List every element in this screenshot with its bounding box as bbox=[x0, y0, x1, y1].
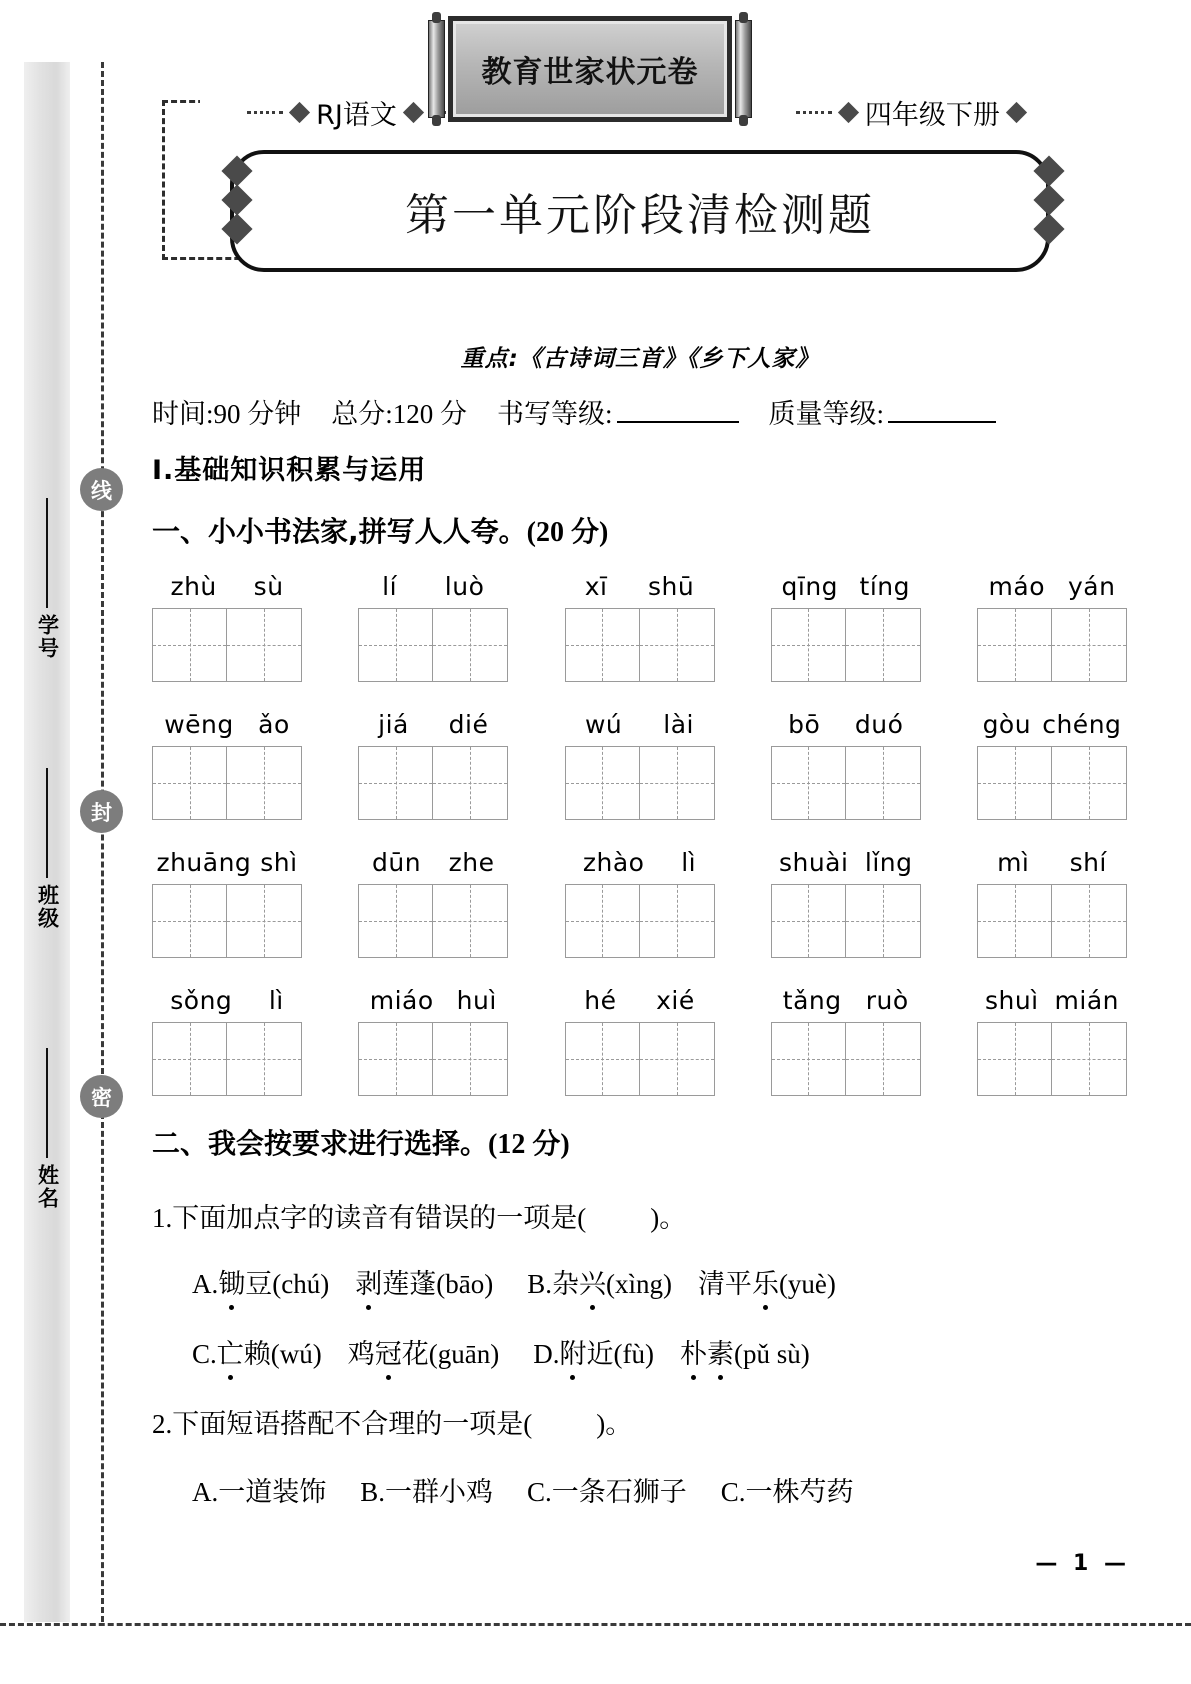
pinyin-syllable: shì bbox=[260, 848, 298, 877]
pinyin-grid-cell bbox=[565, 710, 715, 820]
tianzige-square[interactable] bbox=[978, 747, 1052, 819]
question-2-text-end: )。 bbox=[596, 1409, 633, 1439]
emphasis-dotted-character: 兴 bbox=[579, 1262, 606, 1301]
section-one-title: 一、小小书法家,拼写人人夸。 bbox=[152, 515, 527, 548]
question-1-number: 1. bbox=[152, 1203, 173, 1233]
writing-grade-label: 书写等级: bbox=[497, 399, 613, 429]
diamond-icon bbox=[838, 101, 859, 122]
pinyin-grid-cell bbox=[358, 986, 508, 1096]
seal-badge-line: 线 bbox=[80, 468, 123, 511]
emphasis-dotted-character: 冠 bbox=[375, 1332, 402, 1371]
tianzige-writing-box[interactable] bbox=[977, 746, 1127, 820]
pinyin-grid-cell bbox=[565, 986, 715, 1096]
option-text: 清平 bbox=[697, 1269, 752, 1299]
tianzige-square[interactable] bbox=[566, 609, 640, 681]
tianzige-square[interactable] bbox=[846, 747, 920, 819]
diamond-icon bbox=[221, 184, 252, 215]
tianzige-writing-box[interactable] bbox=[565, 1022, 715, 1096]
option-label: B. bbox=[527, 1269, 552, 1299]
tianzige-square[interactable] bbox=[846, 609, 920, 681]
pinyin-syllable: xī bbox=[584, 572, 608, 601]
pinyin-syllable: shuì bbox=[984, 986, 1039, 1015]
question-1-text-end: )。 bbox=[650, 1203, 687, 1233]
option-text: 一道装饰 bbox=[218, 1477, 327, 1507]
pinyin-syllable: shí bbox=[1069, 848, 1107, 877]
diamond-icon bbox=[221, 155, 252, 186]
option-label: A. bbox=[192, 1477, 219, 1507]
tianzige-square[interactable] bbox=[227, 1023, 301, 1095]
tianzige-square[interactable] bbox=[772, 609, 846, 681]
scroll-inner bbox=[453, 21, 727, 117]
tianzige-square[interactable] bbox=[566, 1023, 640, 1095]
seal-field-rule bbox=[46, 1048, 48, 1158]
pinyin-syllable: bō bbox=[788, 710, 821, 739]
pinyin-grid-cell bbox=[771, 986, 921, 1096]
pinyin-label bbox=[977, 848, 1127, 877]
seal-field-class bbox=[24, 700, 70, 930]
question-option[interactable] bbox=[698, 1269, 836, 1299]
question-option[interactable] bbox=[192, 1269, 329, 1299]
tianzige-writing-box[interactable] bbox=[977, 608, 1127, 682]
pinyin-grid-row bbox=[152, 848, 1127, 958]
tianzige-square[interactable] bbox=[433, 1023, 507, 1095]
title-capsule bbox=[230, 150, 1050, 272]
pinyin-syllable: wú bbox=[584, 710, 623, 739]
seal-field-student-id bbox=[24, 430, 70, 660]
tianzige-square[interactable] bbox=[846, 885, 920, 957]
emphasis-dotted-character: 朴 bbox=[680, 1332, 707, 1371]
question-option[interactable] bbox=[680, 1339, 810, 1369]
pinyin-label bbox=[152, 710, 302, 739]
pinyin-label bbox=[152, 986, 302, 1015]
scroll-knob bbox=[432, 115, 441, 126]
diamond-icon bbox=[1033, 155, 1064, 186]
header-dotted-line bbox=[796, 111, 832, 114]
emphasis-dotted-character: 素 bbox=[707, 1332, 734, 1371]
tianzige-square[interactable] bbox=[359, 1023, 433, 1095]
pinyin-grid-cell bbox=[358, 848, 508, 958]
tianzige-square[interactable] bbox=[640, 885, 714, 957]
tianzige-square[interactable] bbox=[359, 885, 433, 957]
tianzige-square[interactable] bbox=[433, 885, 507, 957]
pinyin-label bbox=[771, 986, 921, 1015]
quality-grade-blank[interactable] bbox=[888, 421, 996, 423]
time-label: 时间:90 分钟 bbox=[152, 399, 302, 429]
tianzige-square[interactable] bbox=[640, 1023, 714, 1095]
question-option[interactable] bbox=[533, 1339, 654, 1369]
pinyin-grid-cell bbox=[771, 710, 921, 820]
seal-badge-secret: 密 bbox=[80, 1075, 123, 1118]
pinyin-syllable: shuài bbox=[778, 848, 849, 877]
pinyin-syllable: zhuāng bbox=[156, 848, 252, 877]
tianzige-square[interactable] bbox=[1052, 747, 1126, 819]
tianzige-square[interactable] bbox=[978, 609, 1052, 681]
pinyin-label bbox=[771, 848, 921, 877]
question-option[interactable] bbox=[527, 1477, 687, 1507]
emphasis-dotted-character: 亡 bbox=[217, 1332, 244, 1371]
pinyin-syllable: tíng bbox=[859, 572, 910, 601]
diamond-icon bbox=[1006, 101, 1027, 122]
scroll-rod-left bbox=[428, 20, 445, 118]
option-text: 杂 bbox=[551, 1269, 579, 1299]
tianzige-square[interactable] bbox=[772, 1023, 846, 1095]
pinyin-syllable: duó bbox=[854, 710, 904, 739]
pinyin-label bbox=[358, 710, 508, 739]
diamond-icon bbox=[403, 101, 424, 122]
pinyin-syllable: zhe bbox=[448, 848, 495, 877]
tianzige-square[interactable] bbox=[433, 747, 507, 819]
pinyin-grid-cell bbox=[152, 572, 302, 682]
page-number: — 1 — bbox=[1035, 1551, 1130, 1576]
section-two-title: 二、我会按要求进行选择。 bbox=[152, 1127, 489, 1160]
question-2-options-line-1 bbox=[192, 1470, 854, 1509]
option-text: (xìng) bbox=[605, 1269, 672, 1299]
pinyin-syllable: yán bbox=[1068, 572, 1116, 601]
scroll-knob bbox=[432, 12, 441, 23]
pinyin-label bbox=[152, 848, 302, 877]
question-1-text: 下面加点字的读音有错误的一项是( bbox=[172, 1203, 587, 1233]
scroll-body bbox=[448, 16, 732, 122]
pinyin-label bbox=[565, 572, 715, 601]
tianzige-square[interactable] bbox=[359, 747, 433, 819]
pinyin-grid-row bbox=[152, 986, 1127, 1096]
tianzige-writing-box[interactable] bbox=[358, 746, 508, 820]
brand-title: 教育世家状元卷 bbox=[481, 55, 699, 90]
tianzige-square[interactable] bbox=[772, 747, 846, 819]
section-roman-one: Ⅰ.基础知识积累与运用 bbox=[152, 455, 427, 486]
pinyin-grid-cell bbox=[771, 572, 921, 682]
tianzige-writing-box[interactable] bbox=[358, 884, 508, 958]
tianzige-writing-box[interactable] bbox=[565, 608, 715, 682]
pinyin-label bbox=[358, 986, 508, 1015]
pinyin-label bbox=[771, 710, 921, 739]
tianzige-square[interactable] bbox=[1052, 885, 1126, 957]
pinyin-grid-cell bbox=[152, 710, 302, 820]
tianzige-square[interactable] bbox=[227, 747, 301, 819]
tianzige-writing-box[interactable] bbox=[152, 884, 302, 958]
pinyin-label bbox=[565, 710, 715, 739]
pinyin-syllable: ruò bbox=[865, 986, 909, 1015]
pinyin-grid-row bbox=[152, 710, 1127, 820]
pinyin-syllable: dūn bbox=[372, 848, 422, 877]
pinyin-grid-cell bbox=[565, 572, 715, 682]
section-two-heading bbox=[152, 1122, 570, 1162]
pinyin-grid-cell bbox=[152, 848, 302, 958]
pinyin-label bbox=[358, 572, 508, 601]
page-title: 第一单元阶段清检测题 bbox=[405, 190, 875, 241]
pinyin-syllable: gòu bbox=[982, 710, 1032, 739]
option-label: D. bbox=[533, 1339, 560, 1369]
option-label: C. bbox=[192, 1339, 217, 1369]
seal-dashed-line bbox=[101, 62, 104, 1622]
quality-grade-label: 质量等级: bbox=[768, 399, 885, 429]
pinyin-grid-row bbox=[152, 572, 1127, 682]
pinyin-grid-cell bbox=[977, 710, 1127, 820]
pinyin-grid-cell bbox=[565, 848, 715, 958]
tianzige-writing-box[interactable] bbox=[771, 884, 921, 958]
keypoint-text: 重点:《古诗词三首》《乡下人家》 bbox=[460, 346, 820, 372]
option-text: 近(fù) bbox=[586, 1339, 654, 1369]
option-text: 一条石狮子 bbox=[551, 1477, 687, 1507]
question-option[interactable] bbox=[355, 1269, 493, 1299]
question-option[interactable] bbox=[192, 1339, 322, 1369]
pinyin-grid-cell bbox=[977, 848, 1127, 958]
tianzige-square[interactable] bbox=[1052, 1023, 1126, 1095]
pinyin-label bbox=[152, 572, 302, 601]
question-option[interactable] bbox=[527, 1269, 672, 1299]
tianzige-writing-box[interactable] bbox=[565, 746, 715, 820]
pinyin-label bbox=[358, 848, 508, 877]
tianzige-writing-box[interactable] bbox=[771, 1022, 921, 1096]
emphasis-dotted-character: 锄 bbox=[218, 1262, 245, 1301]
pinyin-grid-cell bbox=[358, 710, 508, 820]
pinyin-syllable: lài bbox=[663, 710, 694, 739]
question-option[interactable] bbox=[348, 1339, 499, 1369]
option-label: C. bbox=[527, 1477, 552, 1507]
diamond-icon bbox=[1033, 184, 1064, 215]
pinyin-label bbox=[977, 710, 1127, 739]
pinyin-label bbox=[977, 572, 1127, 601]
tianzige-writing-box[interactable] bbox=[152, 608, 302, 682]
pinyin-label bbox=[977, 986, 1127, 1015]
seal-field-rule bbox=[46, 498, 48, 608]
tianzige-square[interactable] bbox=[846, 1023, 920, 1095]
tianzige-writing-box[interactable] bbox=[152, 746, 302, 820]
pinyin-syllable: shū bbox=[648, 572, 695, 601]
seal-field-label: 姓名 bbox=[35, 1164, 60, 1210]
pinyin-syllable: dié bbox=[448, 710, 489, 739]
tianzige-writing-box[interactable] bbox=[771, 746, 921, 820]
diamond-icon bbox=[221, 213, 252, 244]
diamond-icon bbox=[289, 101, 310, 122]
pinyin-label bbox=[771, 572, 921, 601]
seal-badge-seal: 封 bbox=[80, 790, 123, 833]
page-body bbox=[140, 0, 1140, 1684]
title-diamonds-right bbox=[1038, 160, 1060, 240]
pinyin-syllable: sù bbox=[253, 572, 284, 601]
section-one-heading bbox=[152, 510, 608, 550]
question-option[interactable] bbox=[360, 1477, 493, 1507]
writing-grade-blank[interactable] bbox=[617, 421, 739, 423]
tianzige-square[interactable] bbox=[640, 609, 714, 681]
tianzige-square[interactable] bbox=[978, 885, 1052, 957]
pinyin-syllable: lí bbox=[382, 572, 398, 601]
question-option[interactable] bbox=[192, 1477, 326, 1507]
emphasis-dotted-character: 附 bbox=[559, 1332, 586, 1371]
question-2-stem bbox=[152, 1402, 632, 1441]
section-two-points: (12 分) bbox=[488, 1129, 570, 1160]
scroll-knob bbox=[739, 12, 748, 23]
tianzige-square[interactable] bbox=[433, 609, 507, 681]
tianzige-square[interactable] bbox=[566, 747, 640, 819]
question-2-number: 2. bbox=[152, 1409, 173, 1439]
diamond-icon bbox=[1033, 213, 1064, 244]
scroll-knob bbox=[739, 115, 748, 126]
seal-field-label: 班级 bbox=[35, 884, 60, 930]
title-diamonds-left bbox=[226, 160, 248, 240]
question-2-text: 下面短语搭配不合理的一项是( bbox=[172, 1409, 533, 1439]
pinyin-syllable: mì bbox=[997, 848, 1030, 877]
tianzige-square[interactable] bbox=[153, 747, 227, 819]
tianzige-writing-box[interactable] bbox=[771, 608, 921, 682]
tianzige-square[interactable] bbox=[566, 885, 640, 957]
grade-label: 四年级下册 bbox=[864, 99, 1000, 131]
pinyin-syllable: jiá bbox=[378, 710, 409, 739]
tianzige-square[interactable] bbox=[153, 1023, 227, 1095]
question-1-options-line-2 bbox=[192, 1332, 810, 1371]
pinyin-label bbox=[565, 986, 715, 1015]
pinyin-syllable: zhù bbox=[170, 572, 217, 601]
pinyin-syllable: ǎo bbox=[258, 710, 290, 739]
option-text: 鸡 bbox=[347, 1339, 375, 1369]
pinyin-label bbox=[565, 848, 715, 877]
option-label: C. bbox=[720, 1477, 746, 1507]
subject-label: RJ语文 bbox=[316, 99, 397, 131]
exam-meta-line bbox=[152, 392, 1132, 431]
tianzige-square[interactable] bbox=[640, 747, 714, 819]
tianzige-square[interactable] bbox=[227, 609, 301, 681]
tianzige-square[interactable] bbox=[227, 885, 301, 957]
option-text: (pǔ sù) bbox=[733, 1339, 810, 1369]
header-dotted-line bbox=[247, 111, 283, 114]
option-label: A. bbox=[192, 1269, 219, 1299]
seal-field-label: 学号 bbox=[35, 614, 60, 660]
option-text: (yuè) bbox=[778, 1269, 836, 1299]
pinyin-grid-cell bbox=[771, 848, 921, 958]
tianzige-square[interactable] bbox=[359, 609, 433, 681]
question-1-options-line-1 bbox=[192, 1262, 836, 1301]
pinyin-syllable: huì bbox=[456, 986, 497, 1015]
option-text: 赖(wú) bbox=[243, 1339, 322, 1369]
pinyin-syllable: luò bbox=[444, 572, 485, 601]
tianzige-writing-box[interactable] bbox=[977, 884, 1127, 958]
pinyin-syllable: máo bbox=[988, 572, 1045, 601]
option-text: 豆(chú) bbox=[245, 1269, 330, 1299]
tianzige-writing-box[interactable] bbox=[977, 1022, 1127, 1096]
pinyin-syllable: mián bbox=[1054, 986, 1120, 1015]
tianzige-square[interactable] bbox=[978, 1023, 1052, 1095]
emphasis-dotted-character: 剥 bbox=[355, 1262, 382, 1301]
option-text: 一株芍药 bbox=[745, 1477, 854, 1507]
tianzige-square[interactable] bbox=[772, 885, 846, 957]
option-text: 一群小鸡 bbox=[385, 1477, 494, 1507]
option-text: 花(guān) bbox=[401, 1339, 500, 1369]
pinyin-syllable: lì bbox=[681, 848, 697, 877]
pinyin-grid-cell bbox=[977, 572, 1127, 682]
total-score-label: 总分:120 分 bbox=[331, 399, 468, 429]
brand-scroll-plaque bbox=[428, 16, 752, 122]
pinyin-syllable: hé bbox=[584, 986, 617, 1015]
pinyin-grid-cell bbox=[977, 986, 1127, 1096]
pinyin-grid-cell bbox=[152, 986, 302, 1096]
pinyin-syllable: xié bbox=[656, 986, 695, 1015]
pinyin-syllable: lì bbox=[268, 986, 284, 1015]
seal-field-name bbox=[24, 980, 70, 1210]
pinyin-syllable: qīng bbox=[781, 572, 839, 601]
tianzige-square[interactable] bbox=[153, 609, 227, 681]
tianzige-writing-box[interactable] bbox=[358, 608, 508, 682]
pinyin-grid-cell bbox=[358, 572, 508, 682]
option-text: 莲蓬(bāo) bbox=[382, 1269, 494, 1299]
tianzige-square[interactable] bbox=[1052, 609, 1126, 681]
section-one-points: (20 分) bbox=[526, 517, 609, 548]
emphasis-dotted-character: 乐 bbox=[752, 1262, 779, 1301]
tianzige-writing-box[interactable] bbox=[565, 884, 715, 958]
option-label: B. bbox=[360, 1477, 386, 1507]
pinyin-syllable: tǎng bbox=[782, 986, 842, 1015]
tianzige-writing-box[interactable] bbox=[152, 1022, 302, 1096]
seal-field-rule bbox=[46, 768, 48, 878]
pinyin-syllable: zhào bbox=[582, 848, 645, 877]
pinyin-syllable: wēng bbox=[164, 710, 234, 739]
pinyin-syllable: sǒng bbox=[170, 986, 233, 1015]
tianzige-square[interactable] bbox=[153, 885, 227, 957]
question-option[interactable] bbox=[721, 1477, 854, 1507]
question-1-stem bbox=[152, 1196, 686, 1235]
scroll-rod-right bbox=[735, 20, 752, 118]
pinyin-syllable: chéng bbox=[1042, 710, 1122, 739]
pinyin-syllable: lǐng bbox=[864, 848, 913, 877]
tianzige-writing-box[interactable] bbox=[358, 1022, 508, 1096]
footer-dashed-line bbox=[0, 1623, 1191, 1626]
pinyin-syllable: miáo bbox=[369, 986, 434, 1015]
